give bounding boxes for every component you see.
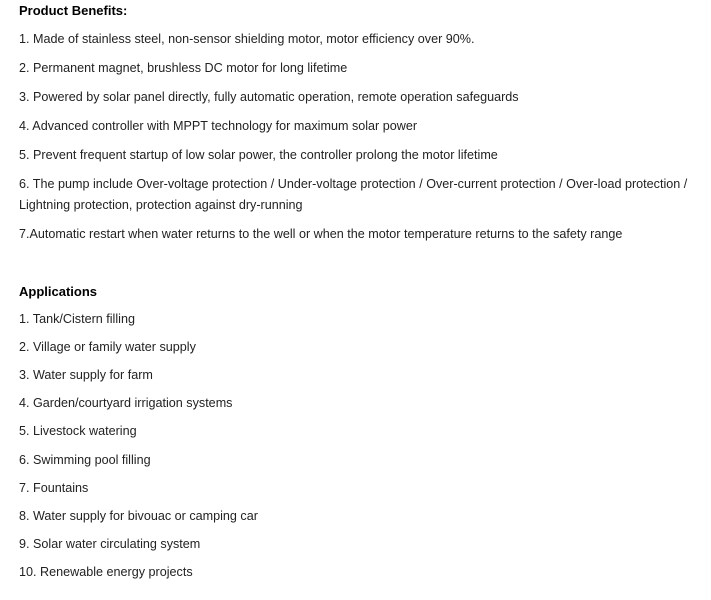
application-item: 8. Water supply for bivouac or camping car: [19, 509, 258, 523]
applications-heading: Applications: [19, 284, 98, 299]
benefit-item: 7.Automatic restart when water returns to the well or when the motor temperature returns to the safety range: [19, 227, 623, 241]
product-benefits-heading: Product Benefits:: [19, 3, 128, 18]
application-item: 4. Garden/courtyard irrigation systems: [19, 396, 233, 410]
benefit-item: 1. Made of stainless steel, non-sensor shielding motor, motor efficiency over 90%.: [19, 32, 475, 46]
benefit-item: 6. The pump include Over-voltage protection / Under-voltage protection / Over-current protection / Over-load protection / Lightning protection, protection against dry-running: [19, 177, 688, 212]
application-item: 7. Fountains: [19, 481, 89, 495]
application-item: 10. Renewable energy projects: [19, 565, 193, 579]
benefit-item: 5. Prevent frequent startup of low solar power, the controller prolong the motor lifetime: [19, 148, 498, 162]
application-item: 3. Water supply for farm: [19, 368, 153, 382]
application-item: 9. Solar water circulating system: [19, 537, 201, 551]
application-item: 5. Livestock watering: [19, 424, 137, 438]
benefit-item: 4. Advanced controller with MPPT technology for maximum solar power: [19, 119, 418, 133]
application-item: 2. Village or family water supply: [19, 340, 196, 354]
application-item: 1. Tank/Cistern filling: [19, 312, 135, 326]
benefit-item: 2. Permanent magnet, brushless DC motor for long lifetime: [19, 61, 348, 75]
application-item: 6. Swimming pool filling: [19, 453, 151, 467]
benefit-item: 3. Powered by solar panel directly, fully automatic operation, remote operation safeguards: [19, 90, 519, 104]
